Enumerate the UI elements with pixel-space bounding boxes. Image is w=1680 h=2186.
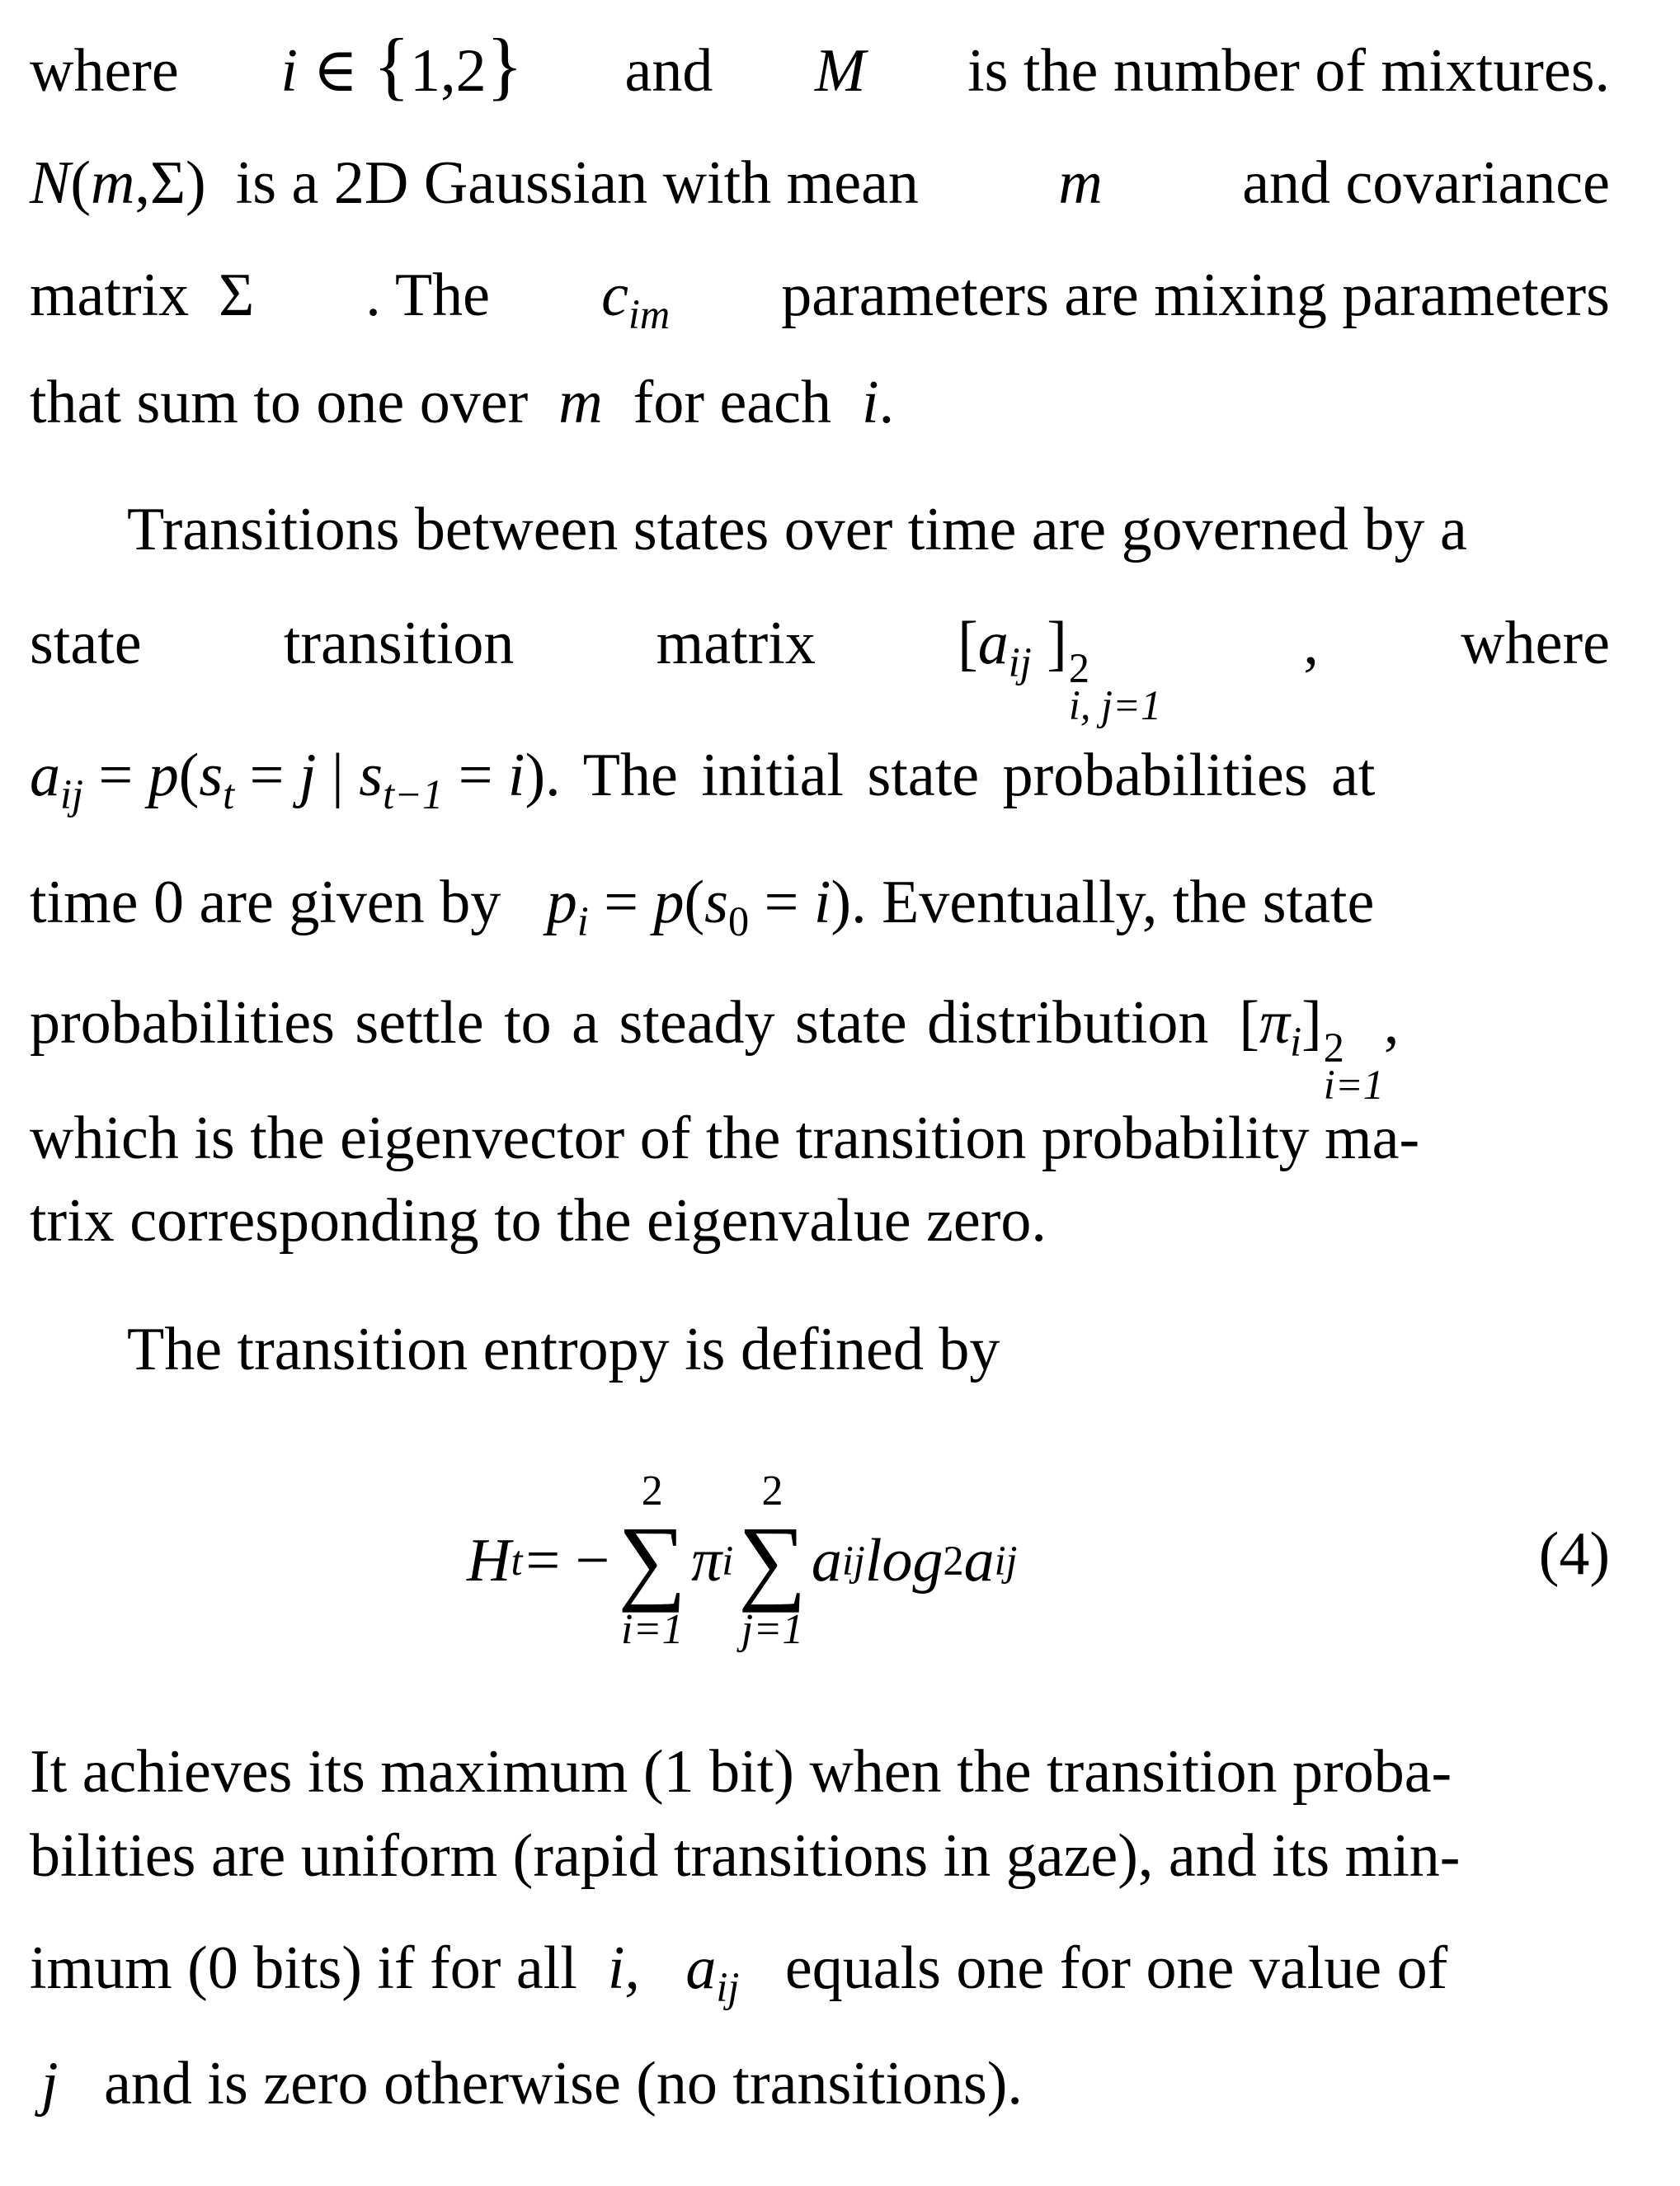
math-M: M [814, 37, 866, 105]
text-fragment: imum (0 bits) if for all [30, 1934, 577, 2002]
p2-line-3 [30, 734, 1610, 817]
p4-line-1: It achieves its maximum (1 bit) when the transition proba- [30, 1738, 1452, 1806]
text-fragment: parameters are mixing parameters [781, 261, 1610, 329]
math-aij-def: $a_{ij} = p(s_t = j$ | $s_{t-1} = i$) [30, 742, 546, 818]
paper-page [30, 0, 1610, 2186]
text-fragment: transition [283, 610, 515, 677]
p1-line-3 [30, 254, 1610, 337]
p1-line-4 [30, 361, 1610, 444]
equation-body: H t = − 2 ∑ i=1 π i 2 ∑ j=1 a ij log 2 a ij [467, 1468, 1018, 1653]
p2-line-4 [30, 861, 1610, 944]
text-fragment: that sum to one over [30, 369, 529, 436]
text-fragment: matrix [30, 261, 190, 329]
text-fragment: and is zero otherwise (no transitions). [104, 2050, 1023, 2118]
math-steady-state: $[\pi_i]$ 2 i=1 [1239, 989, 1384, 1108]
text-fragment: for each [633, 369, 831, 436]
math-m: m [558, 369, 603, 436]
equation-number: (4) [1538, 1520, 1610, 1588]
p4-line-4 [30, 2042, 1610, 2125]
math-sigma: Σ [219, 261, 255, 329]
math-c-im: $c_{im}$ [601, 261, 671, 338]
text-fragment: matrix [656, 610, 816, 677]
p4-line-3 [30, 1927, 1610, 2009]
text-fragment: where [1461, 610, 1610, 677]
p2-line-5 [30, 982, 1610, 1108]
math-aij: $a_{ij}$ [685, 1934, 740, 2011]
sum-i: 2 ∑ i=1 [618, 1468, 687, 1653]
text-fragment: and [624, 37, 713, 105]
p2-line-1: Transitions between states over time are governed by a [127, 496, 1467, 563]
text-fragment: equals one for one value of [784, 1934, 1448, 2002]
text-fragment: time 0 are given by [30, 869, 501, 936]
math-pi-def: $p_i = p(s_0 = i)$ [546, 869, 852, 945]
sum-j: 2 ∑ j=1 [738, 1468, 807, 1653]
text-fragment: probabilities settle to a steady state distribution [30, 989, 1209, 1057]
equation-4 [30, 1453, 1610, 1668]
text-fragment: state [30, 610, 142, 677]
text-fragment: . The initial state probabilities at [545, 742, 1376, 809]
text-fragment: . [878, 369, 895, 436]
p2-line-2 [30, 602, 1610, 728]
text-fragment: and covariance [1242, 149, 1610, 217]
p1-line-2 [30, 142, 1610, 224]
text-fragment: where [30, 37, 179, 105]
text-fragment: is the number of mixtures. [967, 37, 1610, 105]
math-i-in-set: i ∈ {1,2} [280, 24, 523, 108]
text-fragment: , [1303, 610, 1319, 677]
text-fragment: is a 2D Gaussian with mean [235, 149, 919, 217]
math-m: m [1058, 149, 1103, 217]
math-transition-matrix: [$a_{ij}$ ] 2 i, j=1 [958, 610, 1162, 728]
math-gaussian: N(m,Σ) [30, 149, 206, 217]
text-fragment: , [1383, 989, 1400, 1057]
p3-line-1: The transition entropy is defined by [127, 1316, 1000, 1383]
math-i: i [862, 369, 879, 436]
p4-line-2: bilities are uniform (rapid transitions in gaze), and its min- [30, 1822, 1461, 1890]
p1-line-1 [30, 25, 1610, 107]
p2-line-7: trix corresponding to the eigenvalue zero. [30, 1187, 1047, 1255]
text-fragment: . Eventually, the state [851, 869, 1375, 936]
math-i: i, [607, 1934, 640, 2002]
math-j: j [41, 2050, 59, 2118]
p2-line-6: which is the eigenvector of the transition probability ma- [30, 1105, 1420, 1172]
text-fragment: . The [365, 261, 491, 329]
